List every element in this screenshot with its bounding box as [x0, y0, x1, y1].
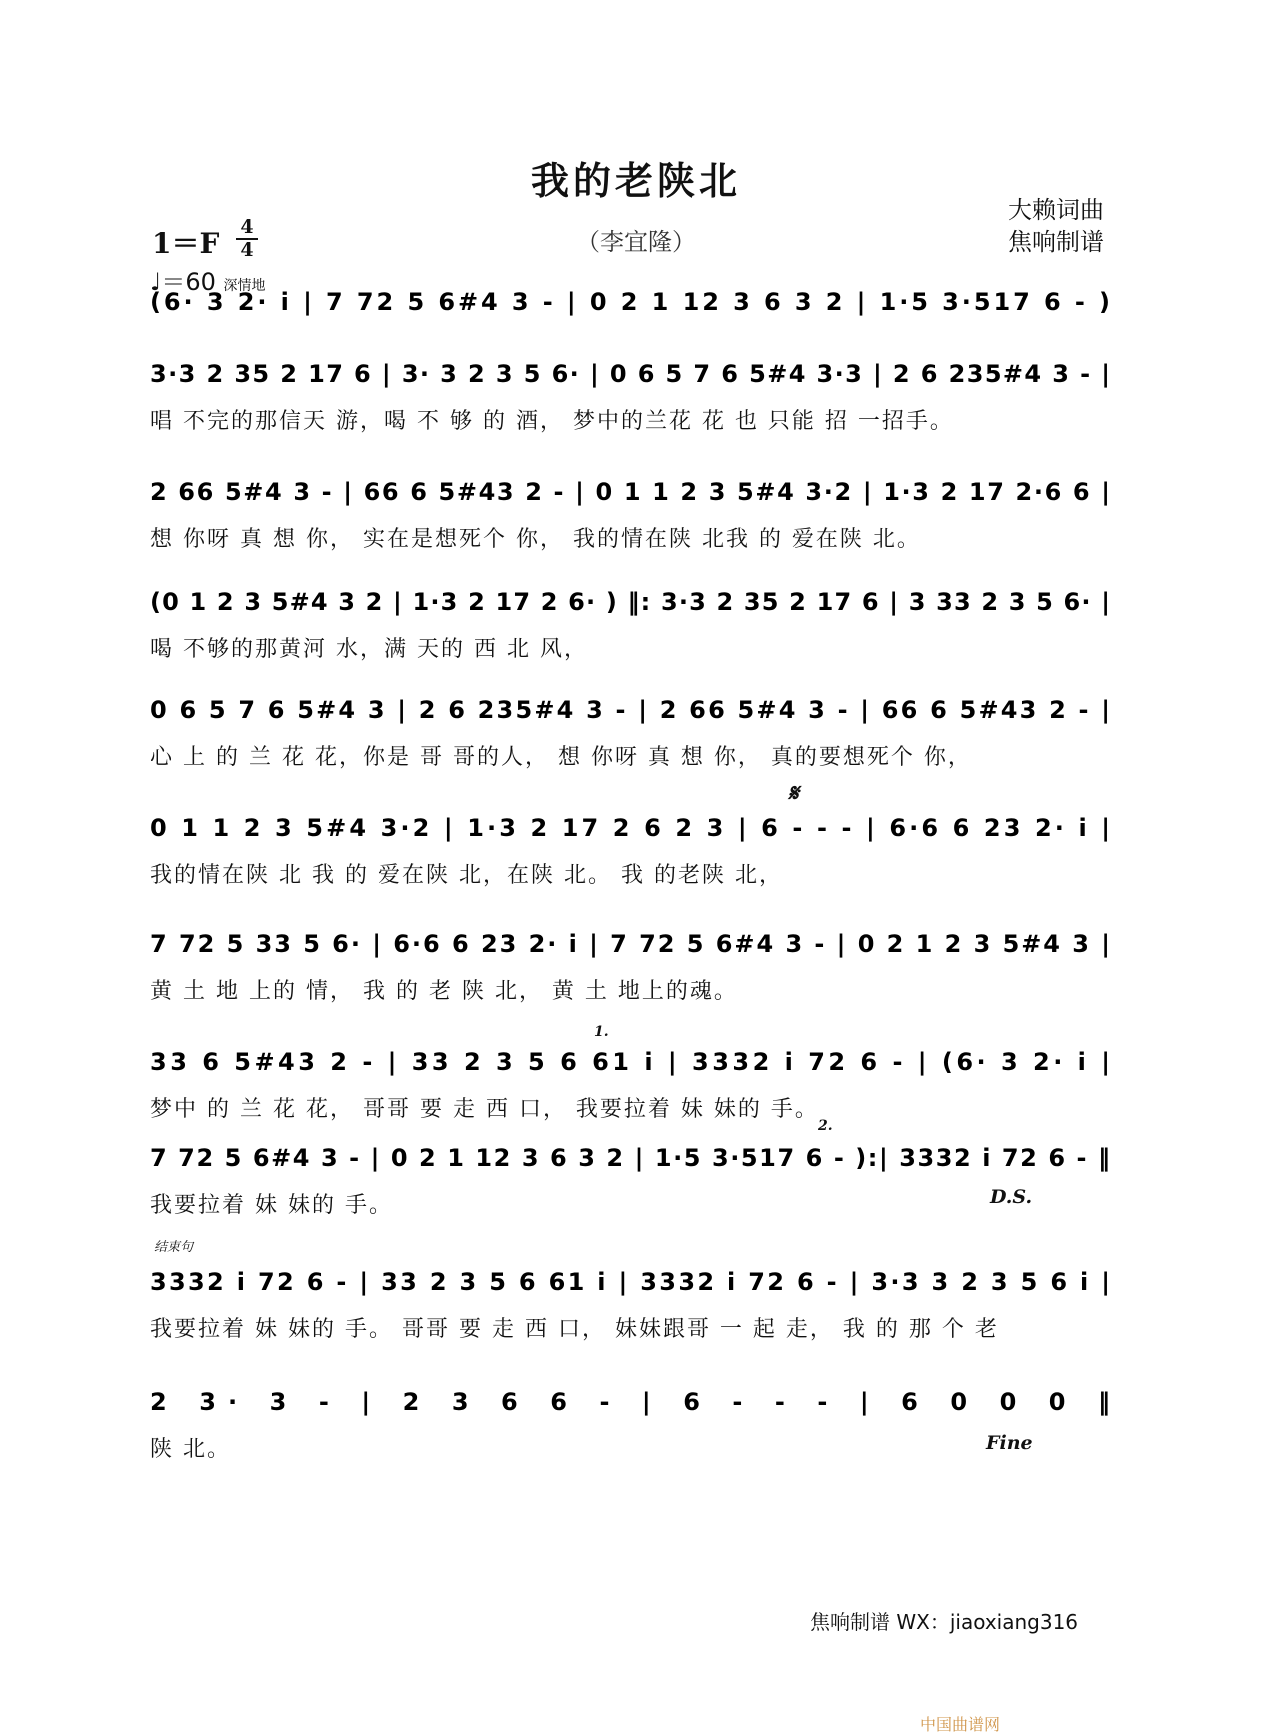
note-text: (6· 3 2· i | 7 72 5 6#4 3 - | 0 2 1 12 3 6 3 2 | 1·5 3·517 6 - ) — [150, 288, 1110, 316]
note-line — [150, 1040, 1120, 1084]
tempo-marking: ♩＝60 深情地 — [150, 268, 266, 296]
coda-label: 结束句 — [154, 1240, 194, 1255]
note-svg — [150, 470, 1120, 514]
note-svg — [150, 688, 1120, 732]
quarter-note-icon: ♩ — [150, 268, 162, 296]
expression-mark: 深情地 — [223, 278, 266, 294]
score-row — [150, 688, 1120, 788]
lyric-line: 我的情在陕 北 我 的 爱在陕 北，在陕 北。 我 的老陕 北， — [150, 863, 783, 888]
note-text: 33 6 5#43 2 - | 33 2 3 5 6 61 i | 3332 i 72 6 - | (6· 3 2· i | — [150, 1048, 1110, 1076]
fine-mark: Fine — [986, 1432, 1033, 1454]
score-row — [150, 1040, 1120, 1140]
lyric-line: 唱 不完的那信天 游，喝 不 够 的 酒， 梦中的兰花 花 也 只能 招 一招手。 — [150, 409, 954, 434]
volta-2: 2. — [818, 1118, 833, 1134]
note-line — [150, 1136, 1120, 1180]
note-svg — [150, 580, 1120, 624]
lyric-line: 黄 土 地 上的 情， 我 的 老 陕 北， 黄 土 地上的魂。 — [150, 979, 738, 1004]
segno-mark: 𝄋 — [788, 778, 799, 807]
score-row — [150, 922, 1120, 1022]
credit-transcriber: 焦响制谱 — [1008, 228, 1104, 256]
ds-mark: D.S. — [990, 1186, 1033, 1208]
credit-lyricist: 大赖词曲 — [1008, 196, 1104, 224]
note-svg — [150, 1260, 1120, 1304]
song-title: 我的老陕北 — [530, 158, 741, 203]
lyric-line: 想 你呀 真 想 你， 实在是想死个 你， 我的情在陕 北我 的 爱在陕 北。 — [150, 527, 921, 552]
note-line — [150, 352, 1120, 396]
note-svg — [150, 280, 1120, 324]
volta-1: 1. — [594, 1024, 609, 1040]
lyric-line: 喝 不够的那黄河 水，满 天的 西 北 风， — [150, 637, 588, 662]
lyric-line: 梦中 的 兰 花 花， 哥哥 要 走 西 口， 我要拉着 妹 妹的 手。 — [150, 1097, 819, 1122]
lyric-line: 我要拉着 妹 妹的 手。 — [150, 1193, 393, 1218]
note-text: 0 1 1 2 3 5#4 3·2 | 1·3 2 17 2 6 2 3 | 6 - - - | 6·6 6 23 2· i | — [150, 814, 1111, 842]
note-text: 0 6 5 7 6 5#4 3 | 2 6 235#4 3 - | 2 66 5#4 3 - | 66 6 5#43 2 - | — [150, 696, 1111, 724]
note-line — [150, 1260, 1120, 1304]
lyric-line: 陕 北。 — [150, 1437, 231, 1462]
score-row — [150, 806, 1120, 906]
watermark: 中国曲谱网 — [920, 1715, 1001, 1734]
time-signature: 4 4 — [236, 218, 258, 260]
note-line — [150, 580, 1120, 624]
note-line — [150, 1380, 1120, 1424]
note-text: (0 1 2 3 5#4 3 2 | 1·3 2 17 2 6· ) ‖: 3·3 2 35 2 17 6 | 3 33 2 3 5 6· | — [150, 588, 1110, 616]
score-row — [150, 470, 1120, 570]
score-row — [150, 580, 1120, 680]
note-line — [150, 806, 1120, 850]
note-svg — [150, 806, 1120, 850]
note-svg — [150, 1380, 1120, 1424]
note-text: 3332 i 72 6 - | 33 2 3 5 6 61 i | 3332 i 72 6 - | 3·3 3 2 3 5 6 i | — [150, 1268, 1110, 1296]
note-text: 7 72 5 33 5 6· | 6·6 6 23 2· i | 7 72 5 6#4 3 - | 0 2 1 2 3 5#4 3 | — [150, 930, 1110, 958]
singer-name: （李宜隆） — [576, 228, 696, 256]
note-text: 2 66 5#4 3 - | 66 6 5#43 2 - | 0 1 1 2 3 5#4 3·2 | 1·3 2 17 2·6 6 | — [150, 478, 1110, 506]
score-row — [150, 1380, 1120, 1480]
note-text: 3·3 2 35 2 17 6 | 3· 3 2 3 5 6· | 0 6 5 7 6 5#4 3·3 | 2 6 235#4 3 - | — [150, 360, 1110, 388]
score-row — [150, 1260, 1120, 1360]
note-line — [150, 688, 1120, 732]
note-line — [150, 280, 1120, 324]
note-text: 7 72 5 6#4 3 - | 0 2 1 12 3 6 3 2 | 1·5 3·517 6 - ):| 3332 i 72 6 - ‖ — [150, 1144, 1111, 1172]
score-row — [150, 1136, 1120, 1236]
lyric-line: 我要拉着 妹 妹的 手。 哥哥 要 走 西 口， 妹妹跟哥 一 起 走， 我 的 那 个 老 — [150, 1317, 999, 1342]
note-line — [150, 922, 1120, 966]
note-text: 2 3· 3 - | 2 3 6 6 - | 6 - - - | 6 0 0 0 ‖ — [150, 1388, 1110, 1416]
note-svg — [150, 1040, 1120, 1084]
note-svg — [150, 1136, 1120, 1180]
note-line — [150, 470, 1120, 514]
footer-credit: 焦响制谱 WX：jiaoxiang316 — [810, 1610, 1079, 1634]
score-row — [150, 352, 1120, 452]
key-signature: 1＝F — [152, 227, 220, 260]
lyric-line: 心 上 的 兰 花 花，你是 哥 哥的人， 想 你呀 真 想 你， 真的要想死个 你， — [150, 745, 972, 770]
note-svg — [150, 352, 1120, 396]
note-svg — [150, 922, 1120, 966]
